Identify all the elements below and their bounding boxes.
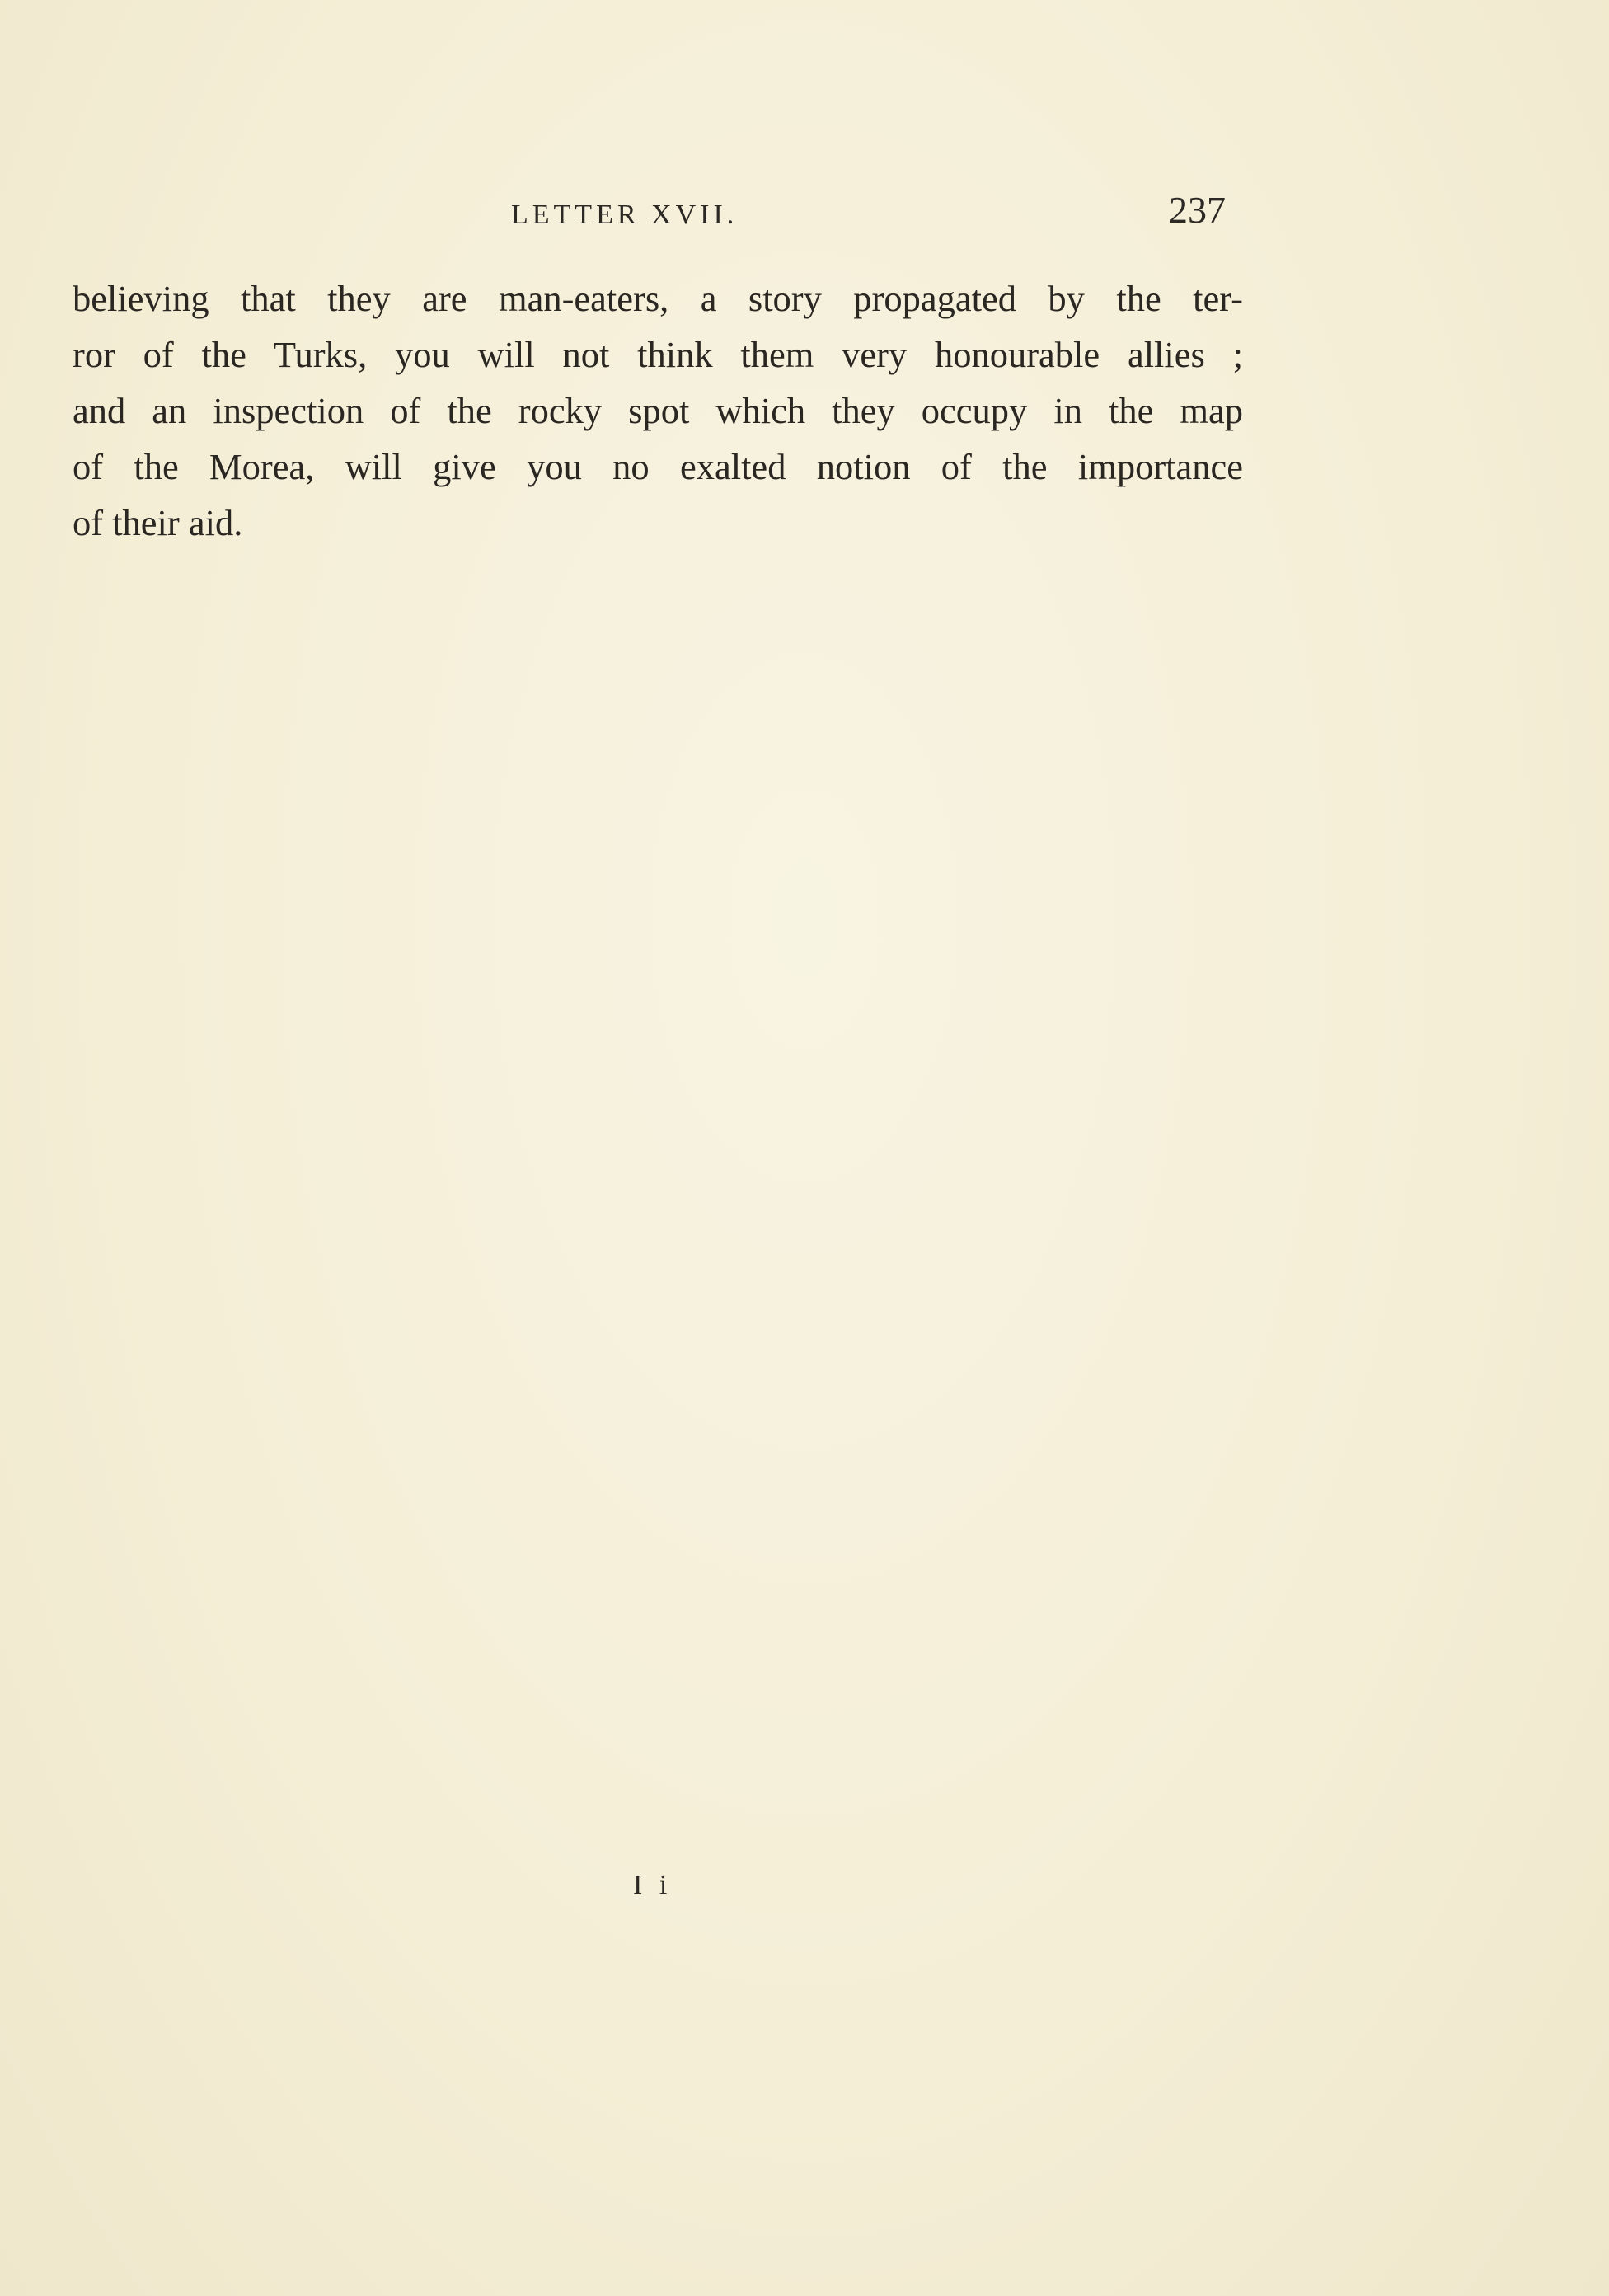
text-line: and an inspection of the rocky spot which they occupy in the map — [73, 390, 1243, 431]
page-header — [0, 188, 1609, 237]
text-line: of their aid. — [73, 502, 243, 543]
signature-mark: I i — [633, 1870, 673, 1900]
running-head: LETTER XVII. — [511, 200, 739, 230]
text-line: ror of the Turks, you will not think them very honourable allies ; — [73, 334, 1243, 375]
text-line: believing that they are man-eaters, a story propagated by the ter- — [73, 278, 1243, 319]
page-number: 237 — [1169, 189, 1226, 231]
body-text — [73, 270, 1243, 551]
text-line: of the Morea, will give you no exalted notion of the importance — [73, 446, 1243, 487]
